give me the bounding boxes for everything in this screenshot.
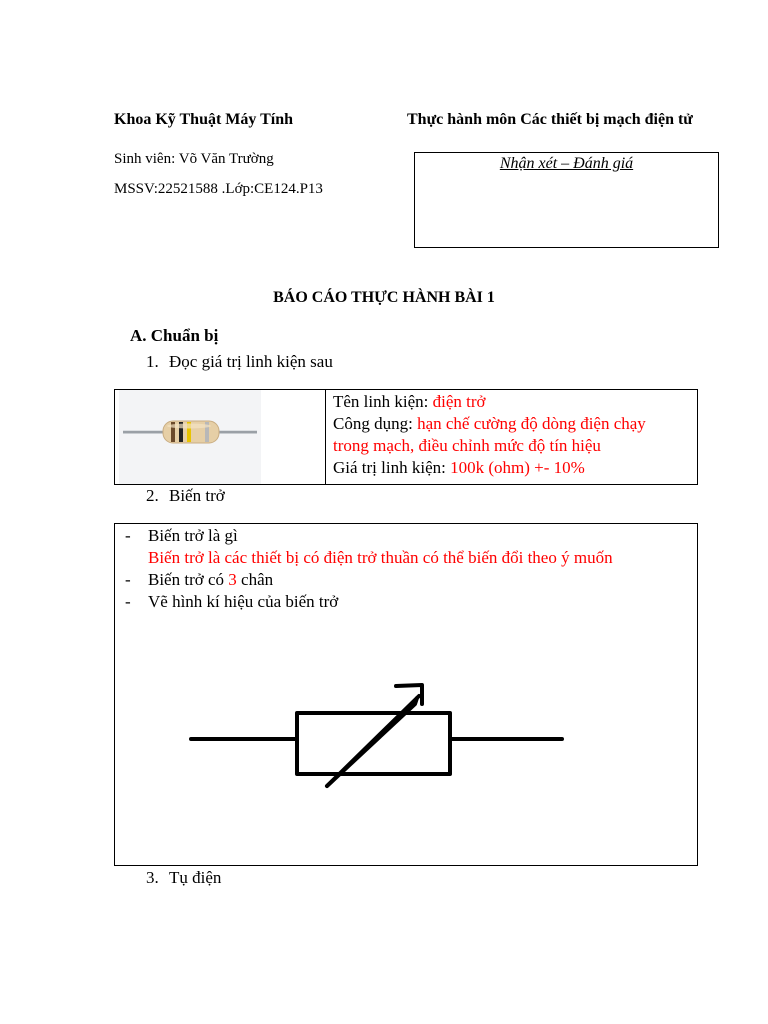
student-id-class: MSSV:22521588 .Lớp:CE124.P13 [114, 181, 323, 197]
faculty-name: Khoa Kỹ Thuật Máy Tính [114, 111, 294, 128]
potentiometer-box [114, 523, 698, 866]
bullet-dash: - [125, 592, 131, 611]
item-3-text: Tụ điện [169, 868, 222, 887]
bullet-dash: - [125, 526, 131, 545]
pins-prefix: Biến trở có [148, 570, 225, 589]
item-2-number: 2. [146, 486, 159, 505]
item-1-number: 1. [146, 352, 159, 371]
item-1-text: Đọc giá trị linh kiện sau [169, 352, 333, 371]
component-usage-label: Công dụng: [333, 414, 413, 433]
pins-count: 3 [228, 570, 237, 589]
component-value-line [333, 458, 585, 478]
component-usage-value-1: hạn chế cường độ dòng điện chạy [417, 414, 646, 433]
course-name: Thực hành môn Các thiết bị mạch điện tử [407, 111, 693, 128]
potentiometer-symbol-icon [115, 524, 697, 865]
student-name: Sinh viên: Võ Văn Trường [114, 151, 274, 167]
bullet-dash: - [125, 570, 131, 589]
component-value-value: 100k (ohm) +- 10% [450, 458, 585, 477]
component-table [114, 389, 698, 485]
question-3-text: Vẽ hình kí hiệu của biến trở [148, 592, 339, 611]
table-divider [325, 390, 326, 484]
item-2-text: Biến trở [169, 486, 225, 505]
pins-suffix: chân [241, 570, 274, 589]
resistor-photo-icon [119, 390, 261, 484]
component-name-line [333, 392, 486, 412]
comment-box-title: Nhận xét – Đánh giá [499, 155, 634, 172]
comment-evaluation-box [414, 152, 719, 248]
section-a-heading: A. Chuẩn bị [130, 326, 219, 345]
component-usage-line [333, 414, 646, 434]
potentiometer-answer-1: Biến trở là các thiết bị có điện trở thuần có thể biến đổi theo ý muốn [148, 548, 613, 567]
question-1-text: Biến trở là gì [148, 526, 238, 545]
component-name-value: điện trở [432, 392, 486, 411]
report-title: BÁO CÁO THỰC HÀNH BÀI 1 [273, 289, 495, 306]
component-name-label: Tên linh kiện: [333, 392, 429, 411]
component-usage-value-2: trong mạch, điều chỉnh mức độ tín hiệu [333, 436, 601, 455]
item-3-number: 3. [146, 868, 159, 887]
component-value-label: Giá trị linh kiện: [333, 458, 446, 477]
